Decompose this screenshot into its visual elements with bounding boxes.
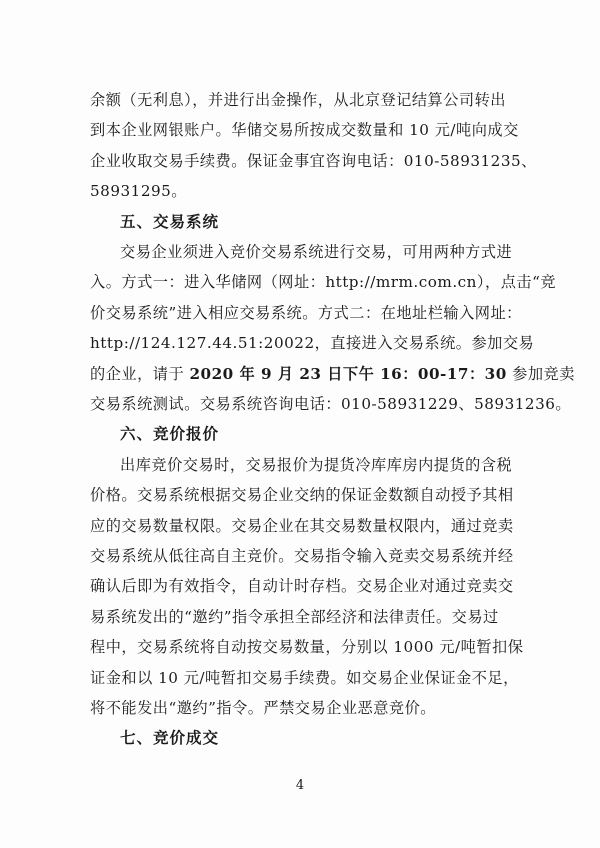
text-line: 58931295。 xyxy=(90,182,187,201)
text-line: 交易系统测试。交易系统咨询电话：010-58931229、58931236。 xyxy=(90,395,572,413)
page-number: 4 xyxy=(295,778,305,793)
text-line: 价交易系统”进入相应交易系统。方式二：在地址栏输入网址： xyxy=(90,303,522,322)
text-line: 企业收取交易手续费。保证金事宜咨询电话：010-58931235、 xyxy=(90,151,537,170)
text-line: 易系统发出的“邀约”指令承担全部经济和法律责任。交易过 xyxy=(90,607,499,626)
text-line: 交易系统从低往高自主竞价。交易指令输入竞卖交易系统并经 xyxy=(90,547,514,565)
text-line: 确认后即为有效指令，自动计时存档。交易企业对通过竞卖交 xyxy=(90,577,514,596)
section-heading: 五、交易系统 xyxy=(120,211,220,231)
text-span: 的企业，请于 xyxy=(90,364,185,383)
text-line: 应的交易数量权限。交易企业在其交易数量权限内，通过竞卖 xyxy=(90,516,514,535)
text-line: 交易企业须进入竞价交易系统进行交易，可用两种方式进 xyxy=(120,243,513,261)
section-heading: 六、竞价报价 xyxy=(120,424,220,444)
text-line: 出库竞价交易时，交易报价为提货冷库库房内提货的含税 xyxy=(120,455,513,474)
section-heading: 七、竞价成交 xyxy=(120,728,220,748)
text-line: 到本企业网银账户。华储交易所按成交数量和 10 元/吨向成交 xyxy=(90,121,519,140)
text-line xyxy=(90,364,575,384)
text-line: 程中，交易系统将自动按交易数量，分别以 1000 元/吨暂扣保 xyxy=(90,638,524,657)
text-line: http://124.127.44.51:20022，直接进入交易系统。参加交易 xyxy=(90,334,535,353)
test-date-text: 2020 年 9 月 23 日下午 16：00-17：30 xyxy=(189,364,507,383)
text-line: 价格。交易系统根据交易企业交纳的保证金数额自动授予其相 xyxy=(90,486,514,505)
text-line: 将不能发出“邀约”指令。严禁交易企业恶意竞价。 xyxy=(90,699,436,717)
text-line: 证金和以 10 元/吨暂扣交易手续费。如交易企业保证金不足， xyxy=(90,668,519,687)
text-line: 入。方式一：进入华储网（网址：http://mrm.com.cn），点击“竞 xyxy=(90,273,557,292)
text-line: 余额（无利息），并进行出金操作，从北京登记结算公司转出 xyxy=(90,91,506,109)
text-span: 参加竞卖 xyxy=(512,364,575,383)
